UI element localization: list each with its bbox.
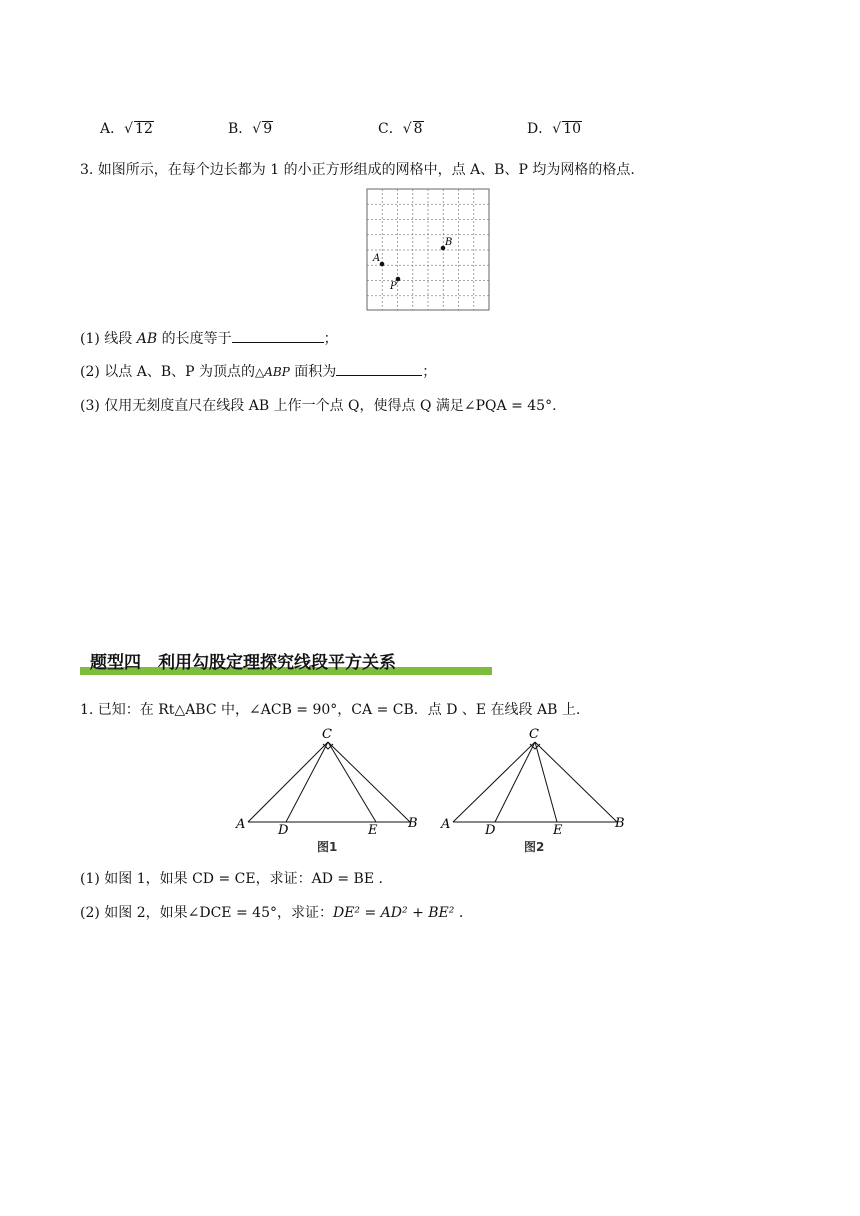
label-b: B — [445, 237, 453, 248]
q3-part2 — [80, 361, 436, 381]
option-a-radicand: 12 — [135, 121, 153, 137]
option-c-radicand: 8 — [413, 121, 423, 137]
fig2-caption: 图2 — [524, 840, 545, 854]
figure-1 — [230, 724, 430, 836]
option-a: A．√ 12 — [100, 121, 153, 137]
label-p: P — [390, 281, 397, 292]
q3-part2-suffix: 面积为 — [289, 364, 337, 380]
q3-part3: (3) 仅用无刻度直尺在线段 AB 上作一个点 Q，使得点 Q 满足∠PQA = 45°. — [80, 398, 557, 414]
fig1-label-d: D — [278, 823, 289, 836]
fig1-label-b: B — [408, 816, 418, 831]
q3-part1-suffix: 的长度等于 — [157, 331, 232, 347]
q3-part1-var: AB — [136, 331, 158, 347]
q3-part2-triangle: △ABP — [255, 365, 290, 379]
grid-lines — [367, 189, 489, 310]
fig2-label-e: E — [553, 823, 563, 836]
option-a-letter: A． — [100, 121, 125, 137]
q1-stem: 1. 已知：在 Rt△ABC 中，∠ACB = 90°，CA = CB．点 D 、E 在线段 AB 上. — [80, 702, 581, 718]
option-b-letter: B． — [228, 121, 253, 137]
fig1-label-a: A — [236, 817, 246, 832]
fig2-segment-ce — [535, 742, 557, 822]
q3-stem: 3. 如图所示，在每个边长都为 1 的小正方形组成的网格中，点 A、B、P 均为网格的格点. — [80, 162, 635, 178]
q1-part2-formula: DE² = AD² + BE² . — [332, 905, 464, 921]
fig2-label-a: A — [441, 817, 451, 832]
option-c: C．√ 8 — [378, 121, 423, 137]
fig2-label-c: C — [529, 727, 539, 742]
fig1-label-c: C — [322, 727, 332, 742]
grid-figure — [366, 188, 490, 312]
fig1-label-e: E — [368, 823, 378, 836]
figure-2 — [435, 724, 635, 836]
option-d-radicand: 10 — [563, 121, 581, 137]
point-a-dot — [380, 262, 385, 267]
fig2-segment-cd — [495, 742, 535, 822]
option-d: D．√ 10 — [527, 121, 581, 137]
option-d-letter: D． — [527, 121, 553, 137]
fig1-segment-cd — [286, 742, 328, 822]
q3-part1 — [80, 328, 338, 348]
fig1-segment-ac — [248, 742, 328, 822]
q3-part1-prefix: (1) 线段 — [80, 331, 137, 347]
q3-part2-blank[interactable] — [336, 363, 422, 376]
q1-part2 — [80, 902, 463, 922]
fig2-label-b: B — [615, 816, 625, 831]
q1-part2-prefix: (2) 如图 2，如果∠DCE = 45°，求证： — [80, 905, 333, 921]
q1-part1: (1) 如图 1，如果 CD = CE，求证：AD = BE . — [80, 871, 383, 887]
fig2-label-d: D — [485, 823, 496, 836]
section-title: 题型四 利用勾股定理探究线段平方关系 — [90, 653, 396, 673]
q3-part2-prefix: (2) 以点 A、B、P 为顶点的 — [80, 364, 255, 380]
fig1-caption: 图1 — [317, 840, 338, 854]
q3-part1-end: ； — [323, 331, 338, 347]
option-b-radicand: 9 — [263, 121, 273, 137]
option-b: B．√ 9 — [228, 121, 273, 137]
option-c-letter: C． — [378, 121, 403, 137]
q3-part1-blank[interactable] — [232, 330, 324, 343]
fig2-segment-bc — [535, 742, 617, 822]
fig2-segment-ac — [453, 742, 535, 822]
label-a: A — [373, 253, 381, 264]
q3-part2-end: ； — [422, 364, 437, 380]
